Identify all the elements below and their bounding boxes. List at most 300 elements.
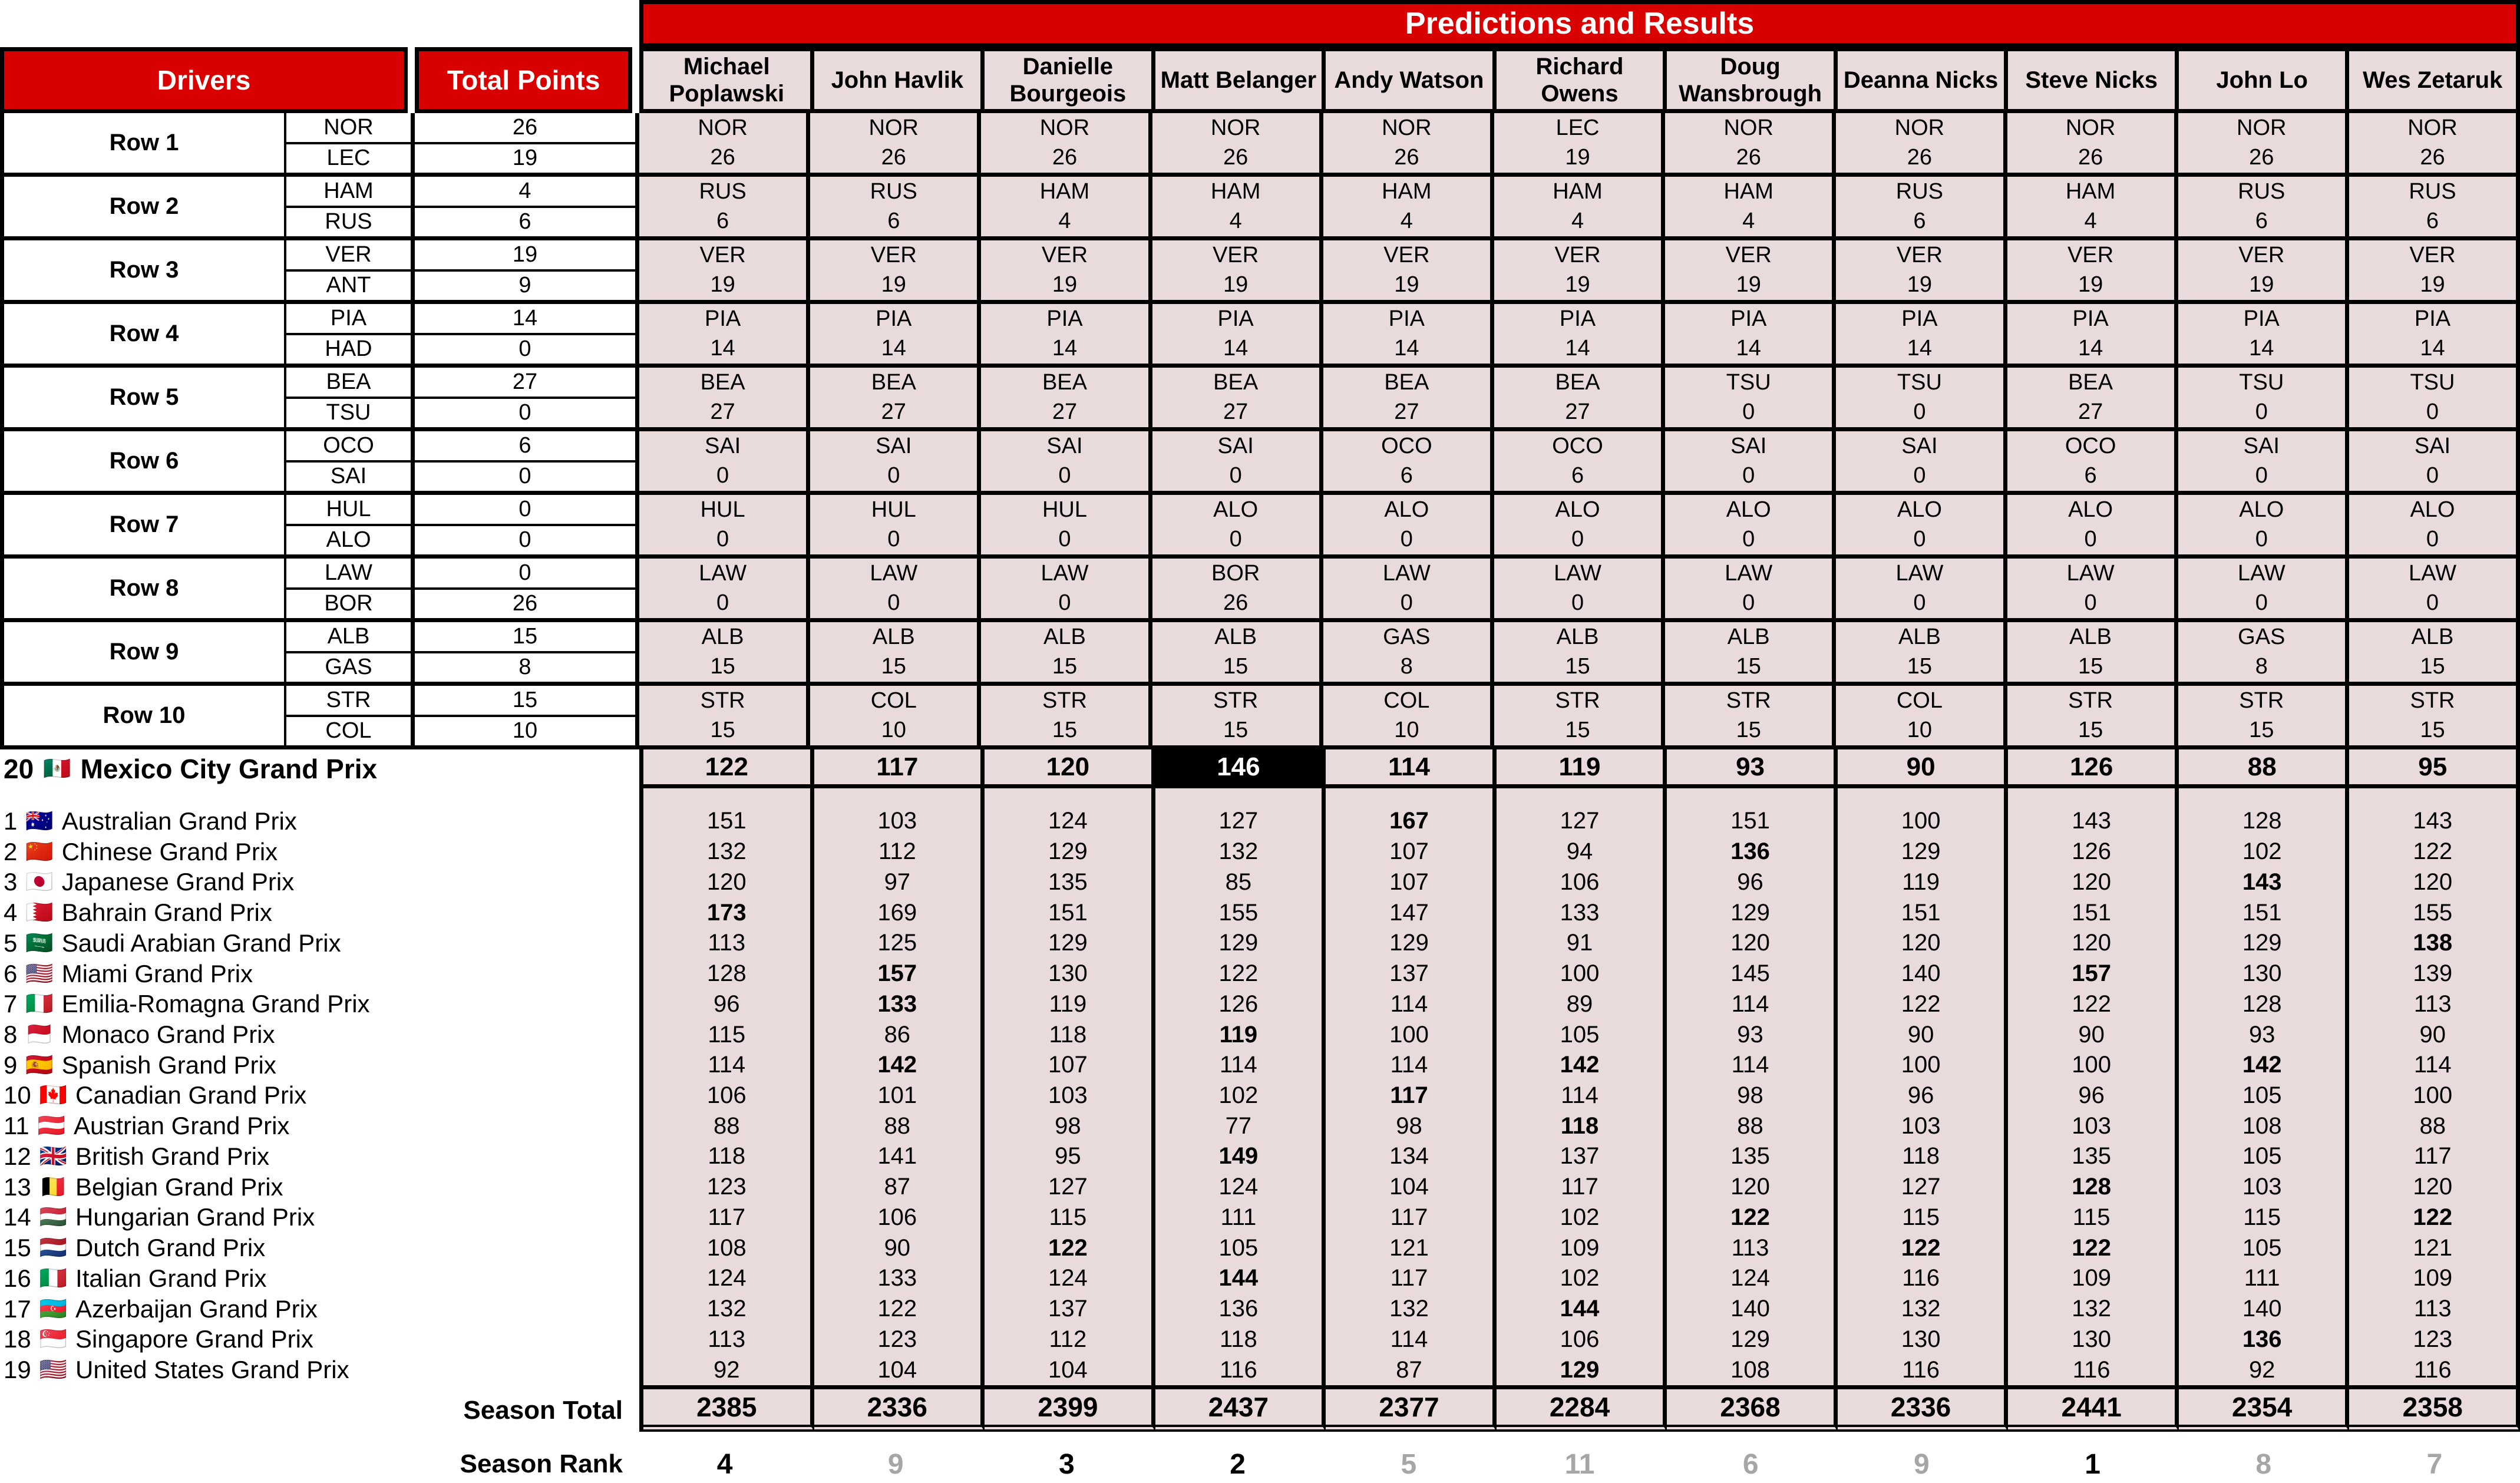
row-label[interactable]: Row 6 [0,431,286,491]
row-label[interactable]: Row 10 [0,686,286,745]
race-value-cell[interactable]: 129 [1218,930,1259,956]
prediction-cell[interactable] [981,177,1152,236]
predictor-header[interactable]: Doug Wansbrough [1667,47,1838,113]
race-value-cell[interactable]: 144 [1560,1296,1600,1322]
driver-code-cell[interactable]: COL [325,718,372,744]
prediction-cell[interactable] [981,240,1152,300]
driver-points-cell[interactable]: 8 [518,655,531,680]
driver-points-cell[interactable]: 26 [512,591,538,616]
season-total-cell[interactable]: 2358 [2349,1389,2520,1432]
race-value-cell[interactable]: 157 [2072,960,2112,987]
driver-points-cell[interactable]: 0 [518,527,531,553]
prediction-cell[interactable] [981,304,1152,364]
race-value-cell[interactable]: 120 [2413,868,2453,895]
prediction-cell[interactable] [2007,559,2178,618]
mexico-total-cell[interactable]: 95 [2349,749,2520,784]
season-rank-cell[interactable]: 2 [1230,1448,1246,1480]
race-value-cell[interactable]: 104 [1389,1174,1429,1200]
race-value-cell[interactable]: 114 [2413,1052,2452,1078]
prediction-cell[interactable] [1665,559,1836,618]
race-value-cell[interactable]: 143 [2072,808,2112,834]
race-value-cell[interactable]: 90 [2419,1021,2446,1048]
season-rank-cell[interactable]: 9 [887,1448,904,1480]
prediction-cell[interactable] [1665,177,1836,236]
prediction-cell[interactable] [1152,686,1323,745]
race-value-cell[interactable]: 120 [1730,1174,1770,1200]
prediction-cell[interactable] [981,622,1152,682]
race-value-cell[interactable]: 98 [1737,1082,1763,1108]
race-value-cell[interactable]: 90 [1907,1021,1934,1048]
season-total-cell[interactable]: 2385 [643,1389,814,1432]
race-value-cell[interactable]: 151 [2072,899,2112,926]
driver-points-cell[interactable]: 27 [415,368,635,399]
prediction-cell[interactable] [1494,495,1665,554]
race-value-cell[interactable]: 151 [1730,808,1770,834]
prediction-cell[interactable] [1665,686,1836,745]
prediction-cell[interactable] [1323,113,1494,173]
race-value-cell[interactable]: 88 [884,1112,911,1139]
race-label[interactable] [4,806,639,837]
race-value-cell[interactable]: 141 [877,1143,917,1170]
race-value-cell[interactable]: 122 [2413,1204,2453,1230]
prediction-cell[interactable] [1494,113,1665,173]
prediction-cell[interactable] [639,304,810,364]
race-value-cell[interactable]: 126 [2072,838,2112,865]
prediction-cell[interactable] [1665,304,1836,364]
prediction-cell[interactable] [1323,495,1494,554]
race-label[interactable] [4,1324,639,1355]
race-value-cell[interactable]: 106 [1560,868,1600,895]
race-value-cell[interactable]: 124 [1048,808,1088,834]
race-label[interactable] [4,1203,639,1233]
race-value-cell[interactable]: 90 [884,1234,911,1261]
race-value-cell[interactable]: 100 [1560,960,1600,987]
mexico-total-cell[interactable]: 119 [1497,749,1667,784]
race-value-cell[interactable]: 116 [1902,1265,1940,1292]
prediction-cell[interactable] [1665,431,1836,491]
race-value-cell[interactable]: 167 [1389,808,1429,834]
race-value-cell[interactable]: 115 [2243,1204,2281,1230]
mexico-total-cell[interactable]: 93 [1667,749,1838,784]
race-value-cell[interactable]: 136 [1730,838,1770,865]
race-value-cell[interactable]: 155 [1218,899,1259,926]
row-label[interactable]: Row 8 [0,559,286,618]
prediction-cell[interactable] [1665,240,1836,300]
prediction-cell[interactable] [2007,431,2178,491]
race-value-cell[interactable]: 96 [1907,1082,1934,1108]
race-value-cell[interactable]: 130 [1048,960,1088,987]
prediction-cell[interactable] [810,113,981,173]
race-value-cell[interactable]: 119 [1049,990,1087,1017]
race-value-cell[interactable]: 101 [877,1082,917,1108]
mexico-total-cell[interactable]: 122 [643,749,814,784]
driver-points-cell[interactable]: 0 [415,495,635,526]
season-total-cell[interactable]: 2336 [1838,1389,2009,1432]
prediction-cell[interactable] [2178,622,2349,682]
race-value-cell[interactable]: 120 [2072,868,2112,895]
race-value-cell[interactable]: 122 [1901,1234,1941,1261]
race-value-cell[interactable]: 116 [2072,1356,2111,1383]
prediction-cell[interactable] [2349,368,2520,427]
season-rank-cell[interactable]: 5 [1401,1448,1417,1480]
race-value-cell[interactable]: 122 [2072,1234,2112,1261]
race-value-cell[interactable]: 124 [706,1265,747,1292]
race-value-cell[interactable]: 106 [706,1082,747,1108]
prediction-cell[interactable] [1836,368,2007,427]
prediction-cell[interactable] [2007,113,2178,173]
prediction-cell[interactable] [2007,368,2178,427]
race-value-cell[interactable]: 122 [1730,1204,1770,1230]
race-value-cell[interactable]: 147 [1389,899,1429,926]
race-value-cell[interactable]: 111 [2244,1265,2280,1292]
race-value-cell[interactable]: 113 [708,1326,746,1352]
race-label[interactable] [4,837,639,867]
race-value-cell[interactable]: 107 [1389,868,1429,895]
race-label[interactable] [4,1050,639,1081]
race-value-cell[interactable]: 96 [714,990,740,1017]
predictor-header[interactable]: Danielle Bourgeois [985,47,1155,113]
race-value-cell[interactable]: 91 [1566,930,1593,956]
prediction-cell[interactable] [1323,368,1494,427]
prediction-cell[interactable] [1152,622,1323,682]
prediction-cell[interactable] [810,304,981,364]
race-label[interactable] [4,1111,639,1141]
prediction-cell[interactable] [2178,304,2349,364]
race-value-cell[interactable]: 112 [1049,1326,1087,1352]
race-value-cell[interactable]: 128 [2242,990,2282,1017]
race-value-cell[interactable]: 144 [1218,1265,1259,1292]
driver-code-cell[interactable]: TSU [326,400,371,425]
race-value-cell[interactable]: 136 [2242,1326,2282,1352]
race-value-cell[interactable]: 102 [1560,1265,1600,1292]
race-value-cell[interactable]: 132 [2072,1296,2112,1322]
prediction-cell[interactable] [1836,431,2007,491]
prediction-cell[interactable] [639,368,810,427]
season-total-cell[interactable]: 2399 [985,1389,1155,1432]
race-value-cell[interactable]: 132 [706,838,747,865]
predictor-header[interactable]: Michael Poplawski [643,47,814,113]
race-value-cell[interactable]: 128 [706,960,747,987]
driver-points-cell[interactable]: 15 [415,686,635,717]
prediction-cell[interactable] [1836,686,2007,745]
predictor-header[interactable]: Wes Zetaruk [2349,47,2520,113]
race-value-cell[interactable]: 112 [878,838,916,865]
prediction-cell[interactable] [2349,177,2520,236]
mexico-total-cell[interactable]: 88 [2179,749,2350,784]
driver-points-cell[interactable]: 9 [518,273,531,298]
prediction-cell[interactable] [2349,240,2520,300]
race-value-cell[interactable]: 129 [1901,838,1941,865]
race-value-cell[interactable]: 89 [1566,990,1593,1017]
prediction-cell[interactable] [810,495,981,554]
race-value-cell[interactable]: 116 [2413,1356,2452,1383]
race-value-cell[interactable]: 115 [2072,1204,2111,1230]
race-value-cell[interactable]: 121 [1389,1234,1429,1261]
race-value-cell[interactable]: 135 [1048,868,1088,895]
driver-points-cell[interactable]: 10 [512,718,538,744]
prediction-cell[interactable] [639,240,810,300]
prediction-cell[interactable] [1152,495,1323,554]
driver-code-cell[interactable]: SAI [330,464,367,489]
race-value-cell[interactable]: 105 [1560,1021,1600,1048]
row-label[interactable]: Row 4 [0,304,286,364]
driver-code-cell[interactable]: ANT [326,273,371,298]
race-value-cell[interactable]: 109 [1560,1234,1600,1261]
prediction-cell[interactable] [639,431,810,491]
mexico-total-cell[interactable]: 120 [985,749,1155,784]
driver-points-cell[interactable]: 19 [512,146,538,171]
season-total-cell[interactable]: 2336 [814,1389,985,1432]
prediction-cell[interactable] [981,431,1152,491]
race-value-cell[interactable]: 117 [1561,1174,1598,1200]
race-value-cell[interactable]: 127 [1560,808,1600,834]
race-value-cell[interactable]: 108 [1730,1356,1770,1383]
race-label[interactable] [4,959,639,989]
prediction-cell[interactable] [2007,622,2178,682]
prediction-cell[interactable] [1494,559,1665,618]
driver-code-cell[interactable]: RUS [325,209,372,234]
driver-code-cell[interactable]: VER [286,240,411,272]
race-value-cell[interactable]: 113 [2413,1296,2452,1322]
race-value-cell[interactable]: 129 [1560,1356,1600,1383]
race-value-cell[interactable]: 117 [708,1204,746,1230]
race-value-cell[interactable]: 140 [1730,1296,1770,1322]
prediction-cell[interactable] [2349,495,2520,554]
row-label[interactable]: Row 1 [0,113,286,173]
race-value-cell[interactable]: 103 [1901,1112,1941,1139]
race-value-cell[interactable]: 138 [2413,930,2453,956]
race-value-cell[interactable]: 122 [1218,960,1259,987]
race-value-cell[interactable]: 118 [1560,1112,1599,1139]
prediction-cell[interactable] [2349,304,2520,364]
driver-points-cell[interactable]: 14 [415,304,635,335]
prediction-cell[interactable] [1665,495,1836,554]
race-value-cell[interactable]: 125 [877,930,917,956]
race-value-cell[interactable]: 134 [1389,1143,1429,1170]
race-value-cell[interactable]: 117 [2413,1143,2452,1170]
race-label[interactable] [4,1172,639,1203]
race-value-cell[interactable]: 143 [2413,808,2453,834]
race-value-cell[interactable]: 114 [1390,1052,1428,1078]
season-rank-cell[interactable]: 3 [1059,1448,1075,1480]
race-value-cell[interactable]: 123 [706,1174,747,1200]
race-value-cell[interactable]: 77 [1225,1112,1252,1139]
race-value-cell[interactable]: 140 [1901,960,1941,987]
race-value-cell[interactable]: 96 [2078,1082,2105,1108]
race-value-cell[interactable]: 94 [1566,838,1593,865]
race-value-cell[interactable]: 137 [1048,1296,1088,1322]
race-label[interactable] [4,1141,639,1172]
prediction-cell[interactable] [2007,177,2178,236]
race-value-cell[interactable]: 120 [706,868,747,895]
prediction-cell[interactable] [639,495,810,554]
race-value-cell[interactable]: 137 [1560,1143,1600,1170]
prediction-cell[interactable] [1836,495,2007,554]
prediction-cell[interactable] [981,559,1152,618]
prediction-cell[interactable] [1494,686,1665,745]
driver-code-cell[interactable]: ALO [326,527,371,553]
race-value-cell[interactable]: 119 [1219,1021,1258,1048]
prediction-cell[interactable] [2007,304,2178,364]
race-value-cell[interactable]: 98 [1055,1112,1081,1139]
prediction-cell[interactable] [1665,368,1836,427]
season-rank-cell[interactable]: 9 [1914,1448,1930,1480]
race-value-cell[interactable]: 122 [877,1296,917,1322]
row-label[interactable]: Row 2 [0,177,286,236]
race-label[interactable] [4,1263,639,1294]
race-value-cell[interactable]: 88 [714,1112,740,1139]
prediction-cell[interactable] [639,177,810,236]
race-value-cell[interactable]: 120 [1901,930,1941,956]
prediction-cell[interactable] [1494,304,1665,364]
race-value-cell[interactable]: 100 [1901,808,1941,834]
race-value-cell[interactable]: 118 [1902,1143,1940,1170]
race-value-cell[interactable]: 122 [1901,990,1941,1017]
race-value-cell[interactable]: 145 [1730,960,1770,987]
driver-points-cell[interactable]: 6 [415,431,635,463]
race-value-cell[interactable]: 92 [2248,1356,2275,1383]
driver-code-cell[interactable]: NOR [286,113,411,144]
driver-code-cell[interactable]: HAM [286,177,411,208]
driver-points-cell[interactable]: 0 [518,464,531,489]
prediction-cell[interactable] [1323,304,1494,364]
race-value-cell[interactable]: 149 [1218,1143,1259,1170]
prediction-cell[interactable] [2178,368,2349,427]
prediction-cell[interactable] [1836,304,2007,364]
season-rank-cell[interactable]: 4 [716,1448,733,1480]
race-value-cell[interactable]: 130 [2072,1326,2112,1352]
race-label[interactable] [4,1233,639,1263]
race-value-cell[interactable]: 155 [2413,899,2453,926]
row-label[interactable]: Row 9 [0,622,286,682]
race-value-cell[interactable]: 133 [877,990,917,1017]
race-value-cell[interactable]: 118 [1220,1326,1257,1352]
prediction-cell[interactable] [1323,559,1494,618]
race-value-cell[interactable]: 103 [2072,1112,2112,1139]
season-total-cell[interactable]: 2368 [1667,1389,1838,1432]
prediction-cell[interactable] [1665,113,1836,173]
prediction-cell[interactable] [1836,177,2007,236]
race-value-cell[interactable]: 139 [2413,960,2453,987]
driver-points-cell[interactable]: 0 [518,336,531,362]
prediction-cell[interactable] [810,240,981,300]
race-value-cell[interactable]: 95 [1055,1143,1081,1170]
predictor-header[interactable]: John Havlik [814,47,985,113]
prediction-cell[interactable] [1152,240,1323,300]
race-value-cell[interactable]: 100 [1901,1052,1941,1078]
race-value-cell[interactable]: 142 [877,1052,917,1078]
race-value-cell[interactable]: 129 [1730,1326,1770,1352]
driver-code-cell[interactable]: HAD [325,336,372,362]
predictor-header[interactable]: Deanna Nicks [1838,47,2009,113]
race-value-cell[interactable]: 133 [1560,899,1600,926]
prediction-cell[interactable] [1836,559,2007,618]
race-value-cell[interactable]: 127 [1901,1174,1941,1200]
driver-code-cell[interactable]: HUL [286,495,411,526]
race-value-cell[interactable]: 114 [1220,1052,1257,1078]
prediction-cell[interactable] [981,368,1152,427]
season-total-cell[interactable]: 2284 [1497,1389,1667,1432]
prediction-cell[interactable] [810,559,981,618]
race-value-cell[interactable]: 132 [1389,1296,1429,1322]
predictor-header[interactable]: John Lo [2179,47,2350,113]
driver-code-cell[interactable]: BOR [324,591,373,616]
prediction-cell[interactable] [2007,240,2178,300]
prediction-cell[interactable] [1152,304,1323,364]
race-value-cell[interactable]: 114 [708,1052,746,1078]
race-value-cell[interactable]: 124 [1048,1265,1088,1292]
race-value-cell[interactable]: 118 [1049,1021,1087,1048]
race-value-cell[interactable]: 100 [2413,1082,2453,1108]
race-value-cell[interactable]: 142 [1560,1052,1600,1078]
race-value-cell[interactable]: 104 [1048,1356,1088,1383]
prediction-cell[interactable] [1323,622,1494,682]
race-value-cell[interactable]: 104 [877,1356,917,1383]
race-value-cell[interactable]: 129 [1730,899,1770,926]
race-value-cell[interactable]: 98 [1396,1112,1422,1139]
race-value-cell[interactable]: 140 [2242,1296,2282,1322]
row-label[interactable]: Row 5 [0,368,286,427]
prediction-cell[interactable] [1152,431,1323,491]
race-value-cell[interactable]: 129 [2242,930,2282,956]
race-label[interactable] [4,1081,639,1111]
race-value-cell[interactable]: 108 [706,1234,747,1261]
driver-points-cell[interactable]: 15 [415,622,635,653]
season-total-cell[interactable]: 2354 [2179,1389,2350,1432]
race-value-cell[interactable]: 100 [1389,1021,1429,1048]
race-value-cell[interactable]: 132 [1218,838,1259,865]
race-label[interactable] [4,1019,639,1050]
race-value-cell[interactable]: 111 [1220,1204,1257,1230]
driver-code-cell[interactable]: ALB [286,622,411,653]
race-value-cell[interactable]: 102 [1560,1204,1600,1230]
predictions-results-banner[interactable]: Predictions and Results [639,0,2520,47]
race-value-cell[interactable]: 116 [1220,1356,1257,1383]
prediction-cell[interactable] [1665,622,1836,682]
race-value-cell[interactable]: 86 [884,1021,911,1048]
prediction-cell[interactable] [810,368,981,427]
driver-code-cell[interactable]: BEA [286,368,411,399]
race-value-cell[interactable]: 173 [706,899,747,926]
mexico-total-cell[interactable]: 117 [814,749,985,784]
race-value-cell[interactable]: 102 [2242,838,2282,865]
race-value-cell[interactable]: 88 [1737,1112,1763,1139]
race-value-cell[interactable]: 87 [1396,1356,1422,1383]
race-value-cell[interactable]: 103 [1048,1082,1088,1108]
prediction-cell[interactable] [1494,368,1665,427]
prediction-cell[interactable] [810,686,981,745]
race-value-cell[interactable]: 123 [877,1326,917,1352]
prediction-cell[interactable] [1836,240,2007,300]
race-value-cell[interactable]: 120 [1730,930,1770,956]
race-value-cell[interactable]: 129 [1048,930,1088,956]
race-value-cell[interactable]: 103 [877,808,917,834]
mexico-total-cell[interactable]: 126 [2008,749,2179,784]
prediction-cell[interactable] [1323,240,1494,300]
race-value-cell[interactable]: 103 [2242,1174,2282,1200]
season-rank-cell[interactable]: 7 [2426,1448,2443,1480]
race-value-cell[interactable]: 135 [1730,1143,1770,1170]
race-value-cell[interactable]: 88 [2419,1112,2446,1139]
race-value-cell[interactable]: 120 [2072,930,2112,956]
race-value-cell[interactable]: 151 [1048,899,1088,926]
prediction-cell[interactable] [2007,686,2178,745]
race-value-cell[interactable]: 93 [2248,1021,2275,1048]
driver-code-cell[interactable]: LEC [326,146,371,171]
race-value-cell[interactable]: 130 [2242,960,2282,987]
mexico-gp-label[interactable] [0,749,639,788]
race-value-cell[interactable]: 114 [1561,1082,1598,1108]
